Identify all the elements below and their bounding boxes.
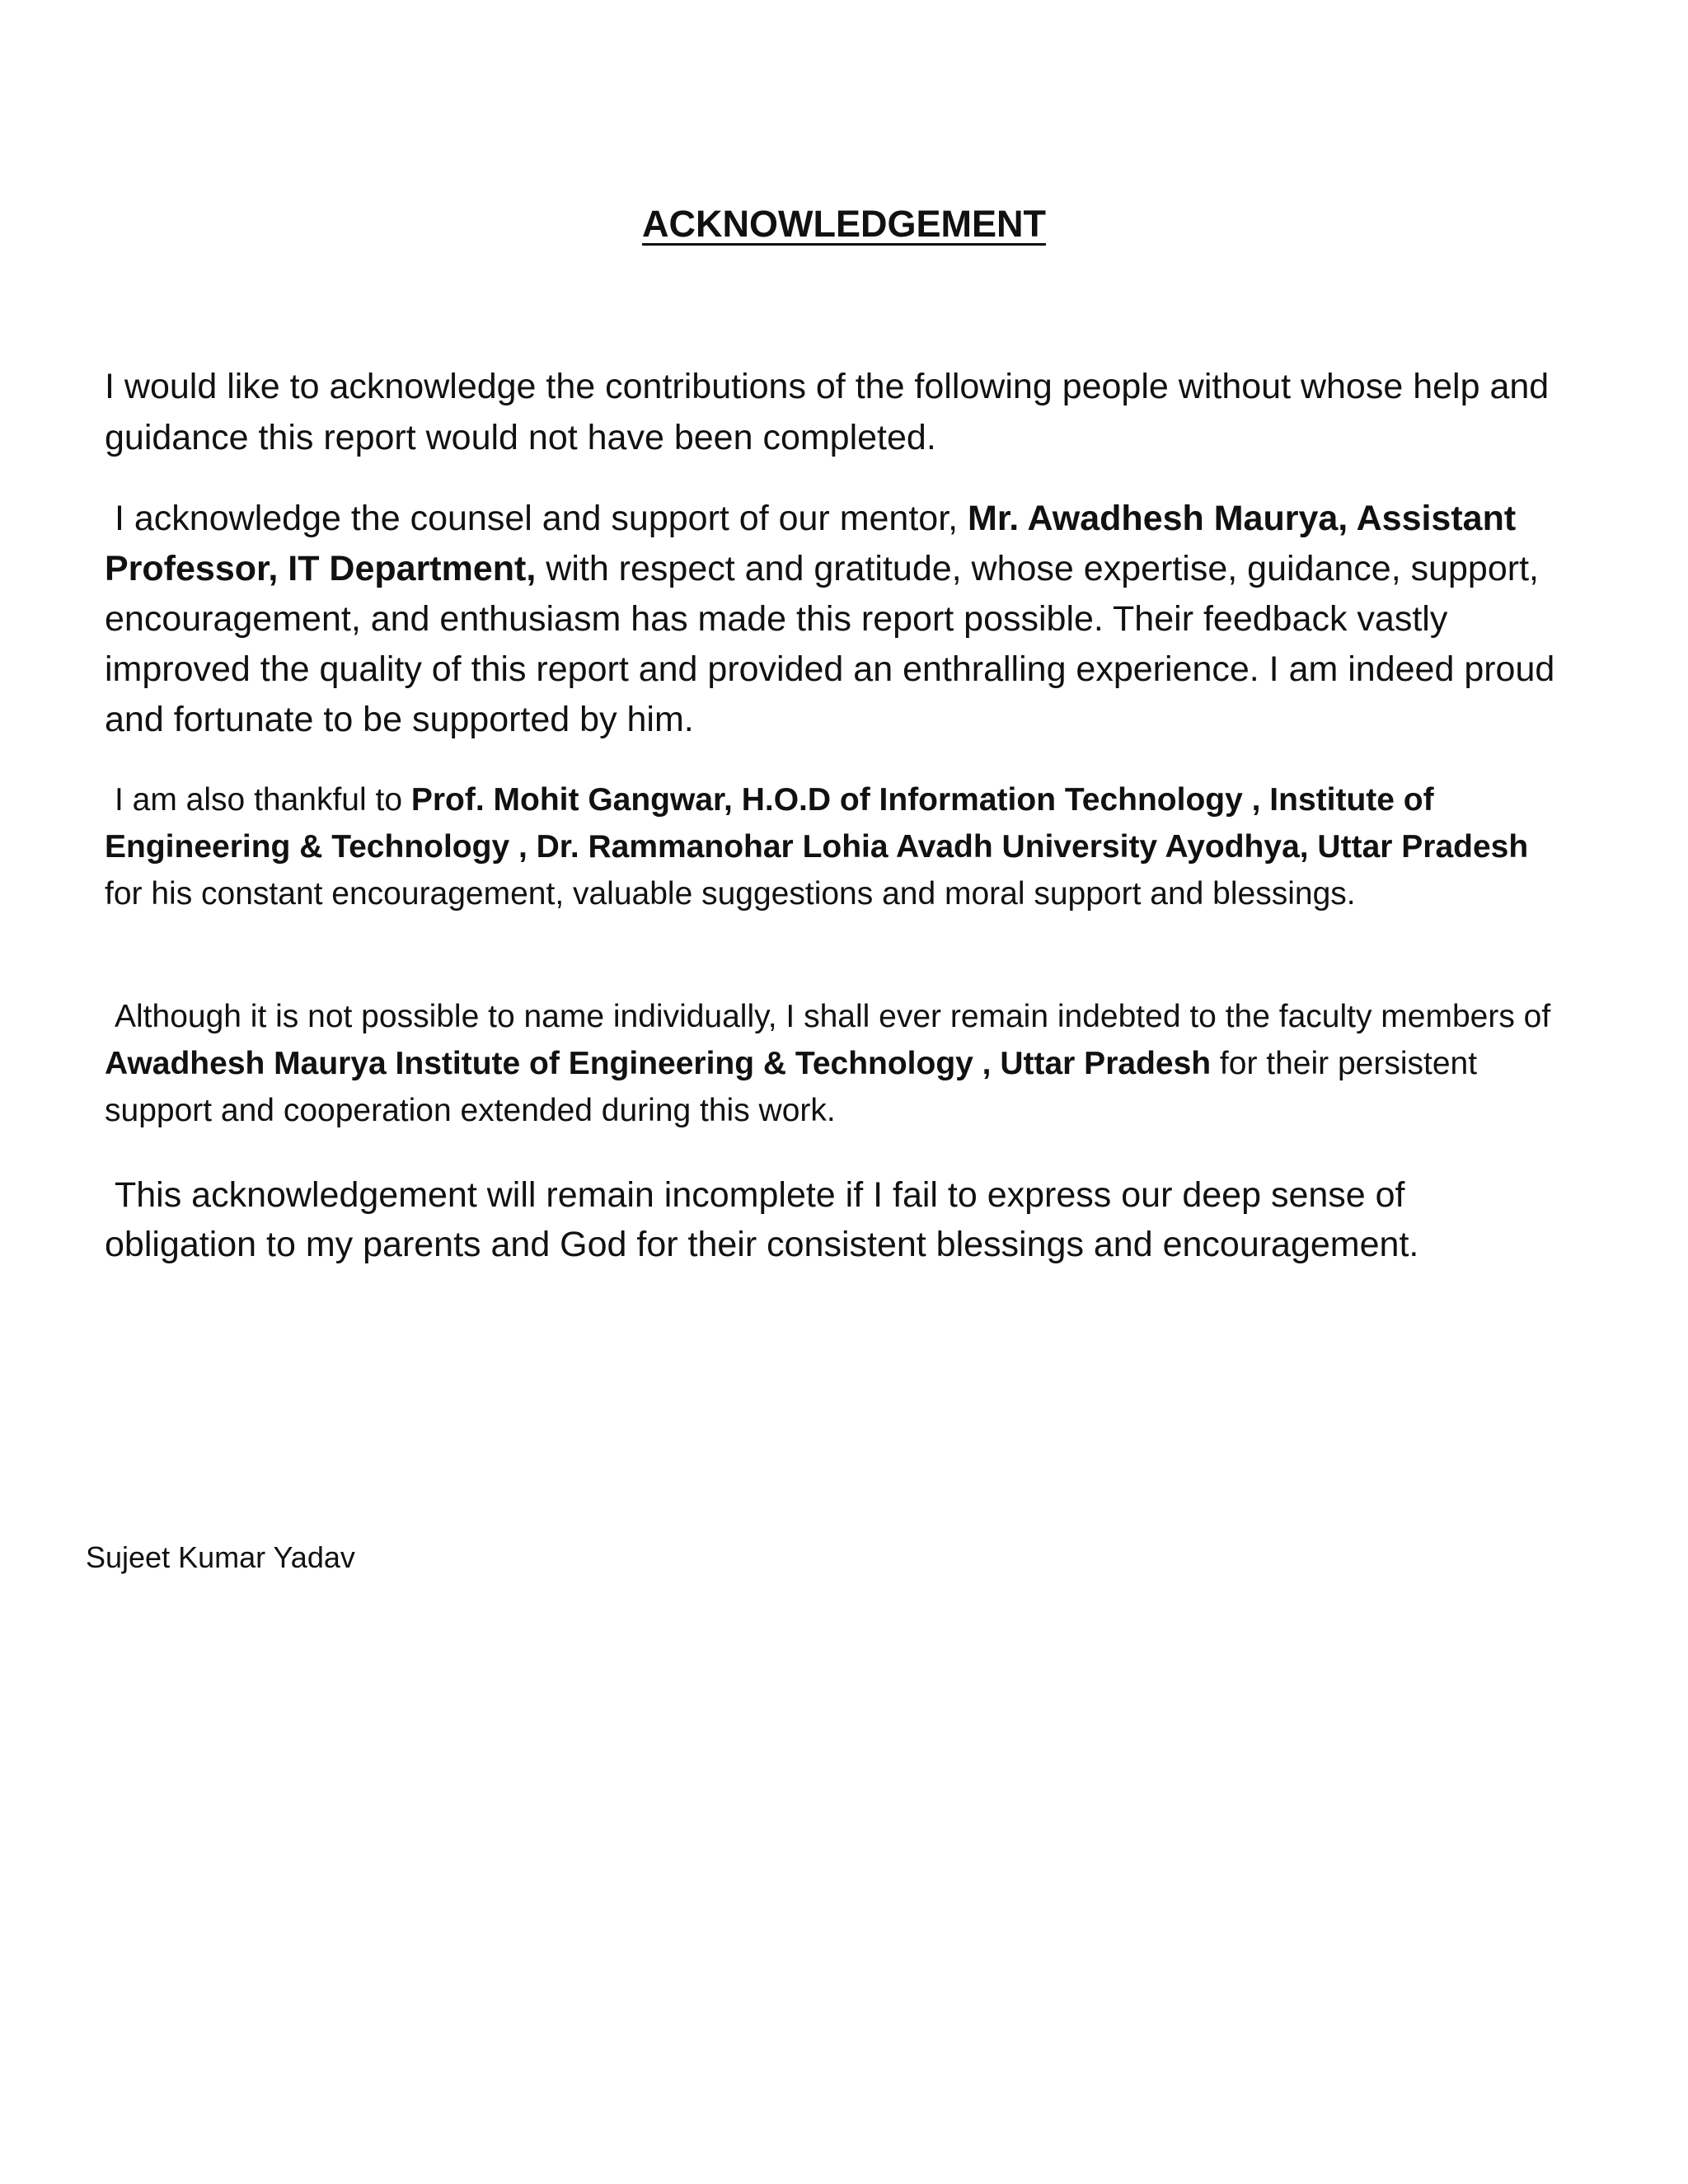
- paragraph-hod-post: for his constant encouragement, valuable suggestions and moral support and blessings.: [105, 876, 1356, 912]
- paragraph-faculty-pre: Although it is not possible to name individually, I shall ever remain indebted to the faculty members of: [115, 999, 1551, 1034]
- institute-name: Awadhesh Maurya Institute of Engineering & Technology , Uttar Pradesh: [105, 1046, 1212, 1081]
- page-title: ACKNOWLEDGEMENT: [642, 203, 1046, 245]
- paragraph-intro-text: I would like to acknowledge the contributions of the following people without whose help and guidance this report would not have been completed.: [105, 367, 1550, 457]
- hod-name: Prof. Mohit Gangwar, H.O.D of Information Technology , Institute of Engineering & Technology , Dr. Rammanohar Lohia Avadh University Ayodhya, Uttar Pradesh: [105, 782, 1529, 865]
- paragraph-closing: [105, 1170, 1555, 1269]
- paragraph-closing-text: This acknowledgement will remain incomplete if I fail to express our deep sense of obligation to my parents and God for their consistent blessings and encouragement.: [105, 1175, 1419, 1264]
- paragraph-mentor: [105, 494, 1555, 745]
- paragraph-hod-pre: I am also thankful to: [115, 782, 411, 818]
- paragraph-mentor-pre: I acknowledge the counsel and support of our mentor,: [115, 499, 968, 538]
- paragraph-intro: [105, 361, 1555, 463]
- paragraph-hod: [105, 776, 1555, 917]
- signature: Sujeet Kumar Yadav: [86, 1540, 355, 1574]
- paragraph-faculty: [105, 993, 1555, 1134]
- mentor-name: Mr. Awadhesh Maurya, Assistant Professor, IT Department,: [105, 499, 1517, 588]
- paragraph-mentor-post: with respect and gratitude, whose expertise, guidance, support, encouragement, and enthusiasm has made this report possible. Their feedback vastly improved the quality of this report and provided an enthralling experience. I am indeed proud and fortunate to be supported by him.: [105, 549, 1555, 739]
- paragraph-faculty-post: for their persistent support and cooperation extended during this work.: [105, 1046, 1478, 1128]
